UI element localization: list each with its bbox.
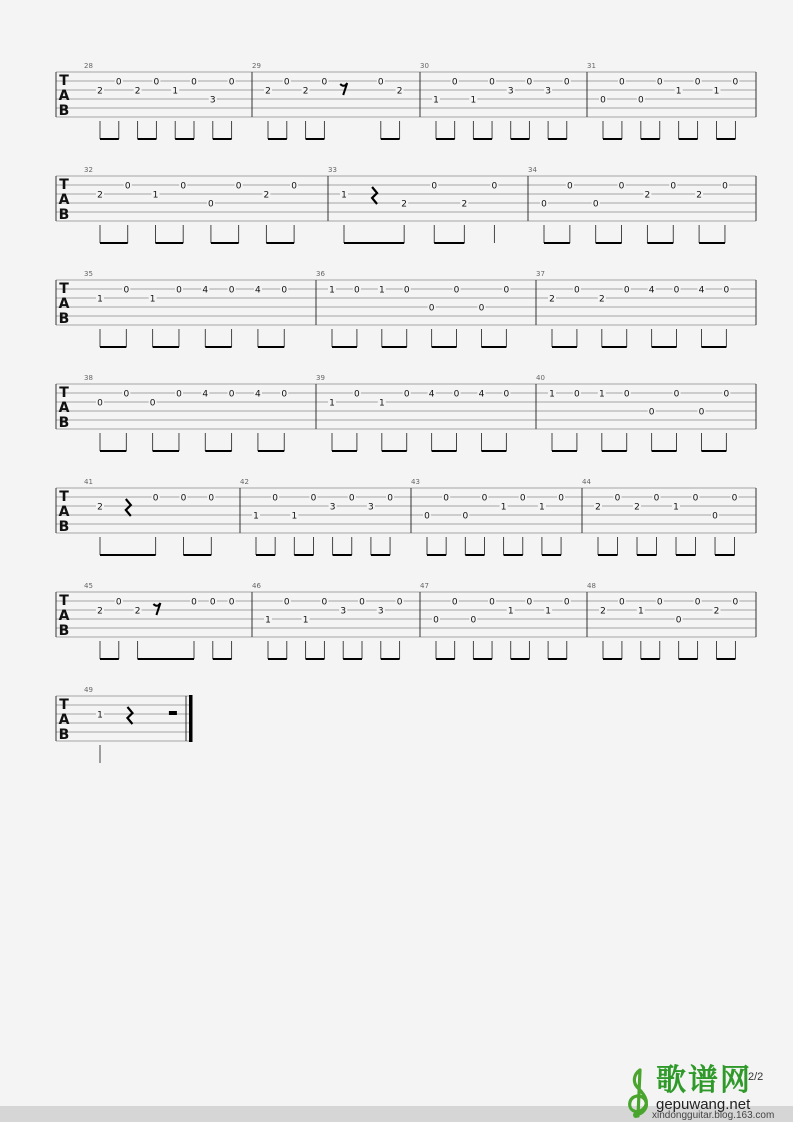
fret-number: 0 [675, 615, 682, 626]
fret-number: 2 [461, 199, 468, 210]
tab-clef-letter: A [58, 504, 70, 520]
fret-number: 2 [644, 190, 651, 201]
fret-number: 1 [172, 86, 179, 97]
tab-system [56, 166, 756, 243]
tab-clef-letter: T [59, 697, 69, 713]
fret-number: 0 [208, 493, 215, 504]
fret-number: 0 [443, 493, 450, 504]
half-rest-icon [169, 711, 177, 715]
fret-number: 4 [255, 285, 261, 296]
fret-number: 1 [149, 294, 156, 305]
tab-clef-letter: T [59, 385, 69, 401]
fret-number: 1 [545, 606, 551, 617]
fret-number: 2 [549, 294, 555, 305]
fret-number: 0 [153, 77, 160, 88]
fret-number: 1 [539, 502, 545, 513]
fret-number: 0 [563, 597, 570, 608]
fret-number: 1 [433, 95, 439, 106]
fret-number: 0 [180, 181, 187, 192]
fret-number: 1 [97, 710, 103, 721]
fret-number: 0 [451, 597, 458, 608]
fret-number: 2 [134, 86, 141, 97]
fret-number: 0 [431, 181, 438, 192]
fret-number: 3 [209, 95, 216, 106]
fret-number: 0 [673, 285, 680, 296]
fret-number: 0 [291, 181, 297, 192]
tab-system [56, 374, 756, 451]
watermark-blog: xindongguitar.blog.163.com [652, 1110, 775, 1121]
measure-number: 34 [528, 166, 537, 174]
fret-number: 3 [329, 502, 336, 513]
fret-number: 0 [481, 493, 488, 504]
measure-number: 40 [536, 374, 545, 382]
fret-number: 1 [329, 398, 335, 409]
watermark-title: 歌谱网 [656, 1063, 752, 1098]
fret-number: 2 [302, 86, 309, 97]
fret-number: 0 [228, 389, 235, 400]
fret-number: 2 [600, 606, 606, 617]
fret-number: 2 [97, 86, 103, 97]
fret-number: 2 [134, 606, 141, 617]
measure-number: 38 [84, 374, 93, 382]
fret-number: 0 [191, 597, 197, 608]
fret-number: 1 [500, 502, 507, 513]
fret-number: 2 [97, 606, 103, 617]
fret-number: 0 [694, 77, 701, 88]
fret-number: 0 [541, 199, 547, 210]
tab-clef-letter: T [59, 593, 69, 609]
fret-number: 0 [732, 77, 739, 88]
fret-number: 2 [713, 606, 720, 617]
fret-number: 0 [723, 285, 730, 296]
fret-number: 0 [403, 285, 410, 296]
fret-number: 0 [283, 77, 290, 88]
fret-number: 0 [396, 597, 403, 608]
fret-number: 0 [618, 181, 625, 192]
fret-number: 0 [558, 493, 564, 504]
fret-number: 4 [202, 285, 209, 296]
fret-number: 0 [637, 95, 644, 106]
fret-number: 0 [377, 77, 384, 88]
fret-number: 0 [619, 597, 625, 608]
fret-number: 0 [124, 181, 131, 192]
tab-clef-letter: B [58, 415, 70, 431]
fret-number: 1 [378, 285, 385, 296]
fret-number: 0 [491, 181, 498, 192]
fret-number: 4 [255, 389, 261, 400]
fret-number: 0 [321, 77, 328, 88]
fret-number: 0 [462, 511, 469, 522]
fret-number: 2 [634, 502, 640, 513]
measure-number: 49 [84, 686, 93, 694]
fret-number: 0 [526, 77, 533, 88]
fret-number: 0 [123, 389, 130, 400]
fret-number: 0 [722, 181, 728, 192]
fret-number: 0 [228, 77, 235, 88]
fret-number: 0 [489, 77, 495, 88]
tab-clef-letter: B [58, 727, 70, 743]
fret-number: 0 [424, 511, 430, 522]
fret-number: 2 [396, 86, 403, 97]
fret-number: 2 [598, 294, 605, 305]
fret-number: 2 [263, 190, 270, 201]
fret-number: 0 [209, 597, 216, 608]
fret-number: 0 [698, 407, 705, 418]
fret-number: 0 [673, 389, 680, 400]
fret-number: 0 [694, 597, 701, 608]
fret-number: 0 [176, 285, 182, 296]
tab-system [56, 686, 193, 763]
tab-clef-letter: A [58, 400, 70, 416]
measure-number: 30 [420, 62, 429, 70]
fret-number: 0 [272, 493, 279, 504]
measure-number: 28 [84, 62, 93, 70]
fret-number: 0 [115, 597, 122, 608]
measure-number: 41 [84, 478, 93, 486]
fret-number: 0 [470, 615, 477, 626]
fret-number: 0 [428, 303, 435, 314]
fret-number: 0 [354, 285, 360, 296]
fret-number: 0 [619, 77, 625, 88]
fret-number: 2 [265, 86, 271, 97]
fret-number: 0 [451, 77, 458, 88]
fret-number: 1 [675, 86, 682, 97]
fret-number: 2 [595, 502, 601, 513]
fret-number: 0 [574, 389, 580, 400]
fret-number: 0 [453, 285, 460, 296]
measure-number: 42 [240, 478, 249, 486]
fret-number: 0 [653, 493, 660, 504]
tab-clef-letter: A [58, 88, 70, 104]
fret-number: 1 [713, 86, 720, 97]
fret-number: 0 [623, 389, 630, 400]
tab-clef-letter: A [58, 608, 70, 624]
fret-number: 0 [592, 199, 599, 210]
fret-number: 1 [598, 389, 605, 400]
fret-number: 0 [433, 615, 439, 626]
tab-clef-letter: B [58, 311, 70, 327]
fret-number: 1 [637, 606, 644, 617]
fret-number: 0 [489, 597, 495, 608]
fret-number: 0 [563, 77, 570, 88]
fret-number: 0 [692, 493, 699, 504]
fret-number: 0 [723, 389, 730, 400]
fret-number: 1 [341, 190, 347, 201]
fret-number: 0 [566, 181, 573, 192]
fret-number: 1 [302, 615, 309, 626]
fret-number: 0 [656, 597, 663, 608]
fret-number: 0 [574, 285, 580, 296]
tab-clef-letter: T [59, 177, 69, 193]
tab-clef-letter: A [58, 712, 70, 728]
measure-number: 37 [536, 270, 545, 278]
fret-number: 0 [97, 398, 103, 409]
fret-number: 0 [503, 389, 510, 400]
fret-number: 1 [291, 511, 298, 522]
fret-number: 1 [329, 285, 335, 296]
fret-number: 0 [348, 493, 355, 504]
fret-number: 3 [545, 86, 551, 97]
fret-number: 0 [600, 95, 606, 106]
fret-number: 4 [698, 285, 705, 296]
tab-clef-letter: B [58, 207, 70, 223]
fret-number: 0 [359, 597, 365, 608]
fret-number: 0 [149, 398, 156, 409]
fret-number: 0 [387, 493, 393, 504]
fret-number: 0 [478, 303, 485, 314]
fret-number: 3 [377, 606, 384, 617]
measure-number: 44 [582, 478, 591, 486]
fret-number: 0 [503, 285, 510, 296]
tab-system [56, 582, 756, 659]
fret-number: 0 [115, 77, 122, 88]
fret-number: 0 [228, 285, 235, 296]
fret-number: 0 [152, 493, 159, 504]
tab-clef-letter: T [59, 281, 69, 297]
measure-number: 31 [587, 62, 596, 70]
measure-number: 39 [316, 374, 325, 382]
tab-clef-letter: B [58, 103, 70, 119]
measure-number: 29 [252, 62, 261, 70]
quarter-rest-icon [127, 707, 132, 724]
fret-number: 2 [401, 199, 408, 210]
fret-number: 2 [97, 502, 103, 513]
fret-number: 0 [623, 285, 630, 296]
fret-number: 1 [673, 502, 679, 513]
watermark-site: gepuwang.net [656, 1096, 751, 1113]
fret-number: 0 [283, 597, 290, 608]
fret-number: 0 [228, 597, 235, 608]
measure-number: 33 [328, 166, 337, 174]
measure-number: 47 [420, 582, 429, 590]
fret-number: 1 [152, 190, 159, 201]
fret-number: 2 [696, 190, 702, 201]
quarter-rest-icon [372, 187, 377, 204]
fret-number: 0 [732, 597, 739, 608]
fret-number: 4 [478, 389, 485, 400]
fret-number: 1 [97, 294, 103, 305]
fret-number: 0 [403, 389, 410, 400]
fret-number: 0 [310, 493, 317, 504]
fret-number: 0 [354, 389, 360, 400]
fret-number: 0 [731, 493, 738, 504]
fret-number: 0 [180, 493, 187, 504]
tab-clef-letter: T [59, 73, 69, 89]
fret-number: 2 [97, 190, 103, 201]
fret-number: 0 [235, 181, 242, 192]
fret-number: 0 [648, 407, 655, 418]
measure-number: 43 [411, 478, 420, 486]
measure-number: 46 [252, 582, 261, 590]
fret-number: 1 [507, 606, 514, 617]
tab-clef-letter: A [58, 296, 70, 312]
fret-number: 1 [470, 95, 477, 106]
tab-clef-letter: B [58, 519, 70, 535]
measure-number: 45 [84, 582, 93, 590]
eighth-rest-icon [153, 603, 160, 615]
fret-number: 0 [123, 285, 130, 296]
fret-number: 3 [507, 86, 514, 97]
measure-number: 36 [316, 270, 325, 278]
page-number: 2/2 [748, 1071, 764, 1083]
fret-number: 0 [281, 285, 288, 296]
fret-number: 4 [648, 285, 655, 296]
fret-number: 0 [281, 389, 288, 400]
eighth-rest-icon [340, 83, 347, 95]
tab-system [56, 62, 756, 139]
fret-number: 3 [368, 502, 374, 513]
final-barline [189, 695, 193, 742]
fret-number: 3 [340, 606, 347, 617]
fret-number: 0 [208, 199, 214, 210]
tab-system [56, 478, 756, 555]
fret-number: 1 [253, 511, 259, 522]
tab-system [56, 270, 756, 347]
measure-number: 32 [84, 166, 93, 174]
fret-number: 0 [453, 389, 460, 400]
fret-number: 0 [614, 493, 621, 504]
fret-number: 4 [202, 389, 209, 400]
quarter-rest-icon [126, 499, 131, 516]
tab-clef-letter: B [58, 623, 70, 639]
fret-number: 0 [670, 181, 677, 192]
fret-number: 1 [549, 389, 555, 400]
fret-number: 4 [428, 389, 435, 400]
tab-clef-letter: T [59, 489, 69, 505]
fret-number: 1 [265, 615, 271, 626]
measure-number: 35 [84, 270, 93, 278]
tab-clef-letter: A [58, 192, 70, 208]
fret-number: 0 [519, 493, 526, 504]
fret-number: 0 [176, 389, 182, 400]
fret-number: 0 [321, 597, 328, 608]
fret-number: 0 [712, 511, 718, 522]
fret-number: 1 [378, 398, 385, 409]
fret-number: 0 [191, 77, 197, 88]
fret-number: 0 [526, 597, 533, 608]
fret-number: 0 [656, 77, 663, 88]
measure-number: 48 [587, 582, 596, 590]
